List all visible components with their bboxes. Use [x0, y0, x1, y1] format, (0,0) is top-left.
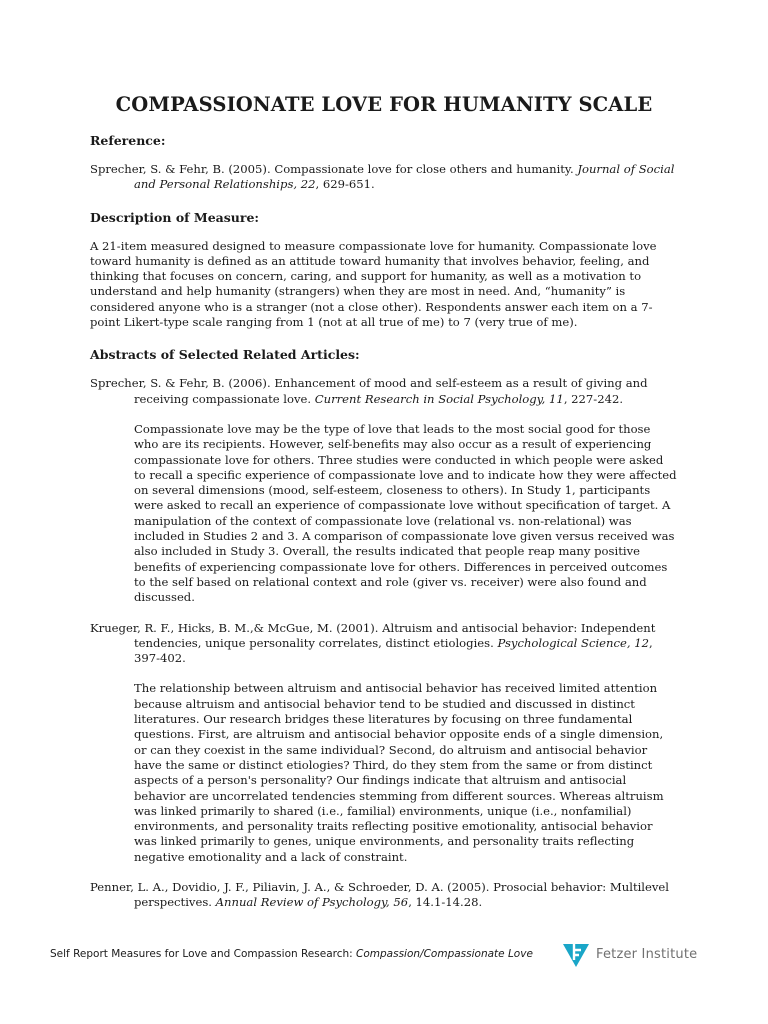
article-plain: Penner, L. A., Dovidio, J. F., Piliavin, J. A., & Schroeder, D. A. (2005). Prosocial behavior: Multilevel perspectives.: [90, 879, 669, 910]
fetzer-logo: [562, 941, 702, 969]
article-abstract: Compassionate love may be the type of love that leads to the most social good for those who are its recipients. However, self-benefits may also occur as a result of experiencing compassionate love for others. Three studies were conducted in which people were asked to recall a specific experience of compassionate love and to indicate how they were affected on several dimensions (mood, self-esteem, closeness to others). In Study 1, participants were asked to recall an experience of compassionate love without specification of target. A manipulation of the context of compassionate love (relational vs. non-relational) was included in Studies 2 and 3. A comparison of compassionate love given versus received was also included in Study 3. Overall, the results indicated that people reap many positive benefits of experiencing compassionate love for others. Differences in perceived outcomes to the self based on relational context and role (giver vs. receiver) were also found and discussed.: [134, 421, 677, 605]
article-abstract: The relationship between altruism and antisocial behavior has received limited attention because altruism and antisocial behavior tend to be studied and discussed in distinct literatures. Our research bridges these literatures by focusing on three fundamental questions. First, are altruism and antisocial behavior opposite ends of a single dimension, or can they coexist in the same individual? Second, do altruism and antisocial behavior have the same or distinct etiologies? Third, do they stem from the same or from distinct aspects of a person's personality? Our findings indicate that altruism and antisocial behavior are uncorrelated tendencies stemming from different sources. Whereas altruism was linked primarily to shared (i.e., familial) environments, unique (i.e., nonfamilial) environments, and personality traits reflecting positive emotionality, antisocial behavior was linked primarily to genes, unique environments, and personality traits reflecting negative emotionality and a lack of constraint.: [134, 681, 664, 864]
fetzer-logo-icon: [562, 941, 590, 969]
article-citation: [90, 376, 678, 407]
article-journal: Annual Review of Psychology, 56: [215, 895, 409, 910]
article-pages: , 227-242.: [563, 391, 624, 406]
description-text: A 21-item measured designed to measure compassionate love for humanity. Compassionate love toward humanity is defined as an attitude toward humanity that involves behavior, feeling, and thinking that focuses on concern, caring, and support for humanity, as well as a motivation to understand and help humanity (strangers) when they are most in need. And, “humanity” is considered anyone who is a stranger (not a close other). Respondents answer each item on a 7-point Likert-type scale ranging from 1 (not at all true of me) to 7 (very true of me).: [90, 238, 657, 330]
article-citation: [90, 621, 678, 667]
reference-heading: Reference:: [90, 133, 166, 148]
article-plain: Krueger, R. F., Hicks, B. M.,& McGue, M. (2001). Altruism and antisocial behavior: Independent tendencies, unique personality correlates, distinct etiologies.: [90, 620, 656, 650]
reference-pages: , 629-651.: [315, 177, 375, 192]
article-pages: , 14.1-14.28.: [408, 895, 483, 910]
reference-citation: [90, 162, 678, 193]
article-citation: [90, 880, 678, 911]
footer-topic: Compassion/Compassionate Love: [356, 948, 533, 960]
article-pages: , 397-402.: [134, 635, 653, 666]
page-title: COMPASSIONATE LOVE FOR HUMANITY SCALE: [115, 93, 653, 116]
article-journal: Psychological Science, 12: [497, 635, 649, 650]
description-heading: Description of Measure:: [90, 209, 260, 225]
page-footer: [50, 948, 533, 960]
document-page: [90, 92, 678, 911]
reference-journal: Journal of Social and Personal Relationships, 22: [134, 162, 675, 192]
abstracts-heading: Abstracts of Selected Related Articles:: [90, 347, 360, 363]
logo-text: Fetzer Institute: [596, 947, 698, 962]
footer-text: Self Report Measures for Love and Compassion Research:: [50, 948, 357, 960]
article-plain: Sprecher, S. & Fehr, B. (2006). Enhancement of mood and self-esteem as a result of giving and receiving compassionate love.: [90, 376, 648, 406]
article-journal: Current Research in Social Psychology, 11: [314, 391, 564, 406]
reference-plain: Sprecher, S. & Fehr, B. (2005). Compassionate love for close others and humanity.: [90, 162, 578, 176]
